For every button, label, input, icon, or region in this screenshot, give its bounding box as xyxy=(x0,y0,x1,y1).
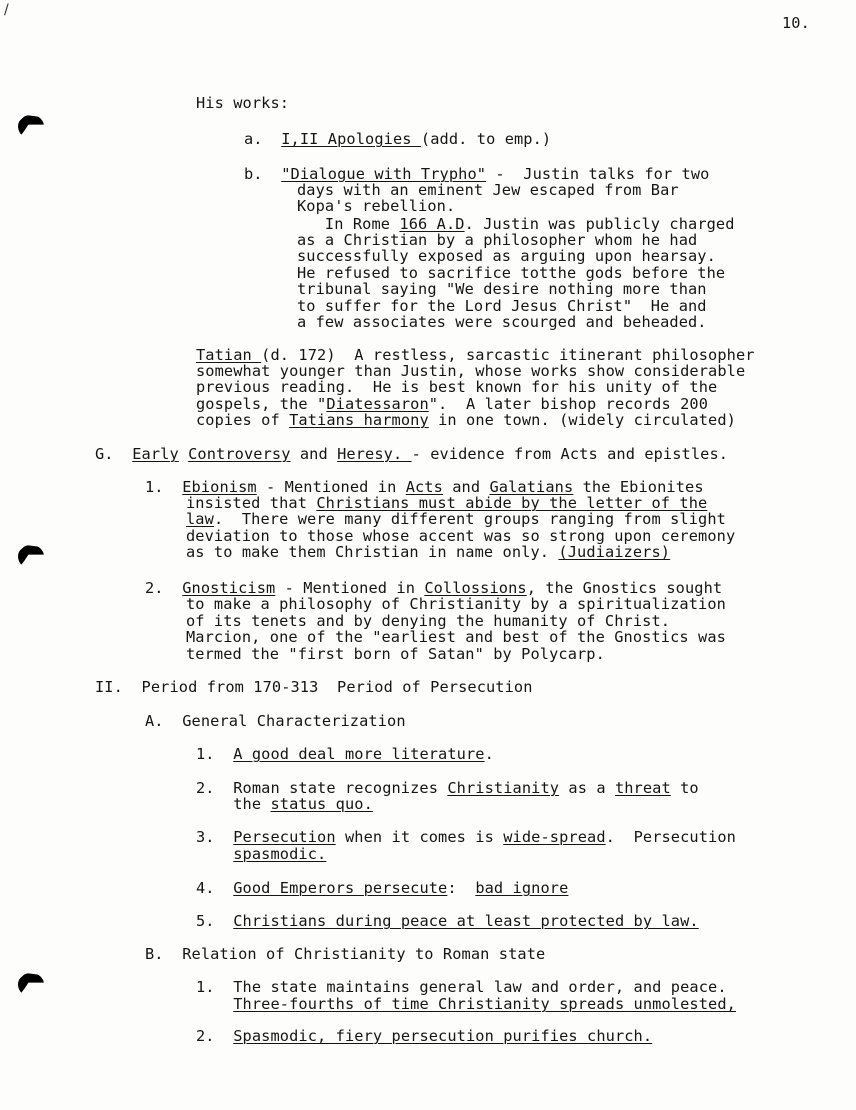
underlined-text: Tatian xyxy=(196,346,262,364)
underlined-text: status quo. xyxy=(270,795,373,813)
corner-mark: / xyxy=(4,2,9,18)
text-line xyxy=(145,946,545,963)
line-text: II. Period from 170-313 Period of Persecution xyxy=(95,678,533,696)
line-text: termed the "first born of Satan" by Polycarp. xyxy=(186,645,605,663)
text-line xyxy=(196,796,373,813)
line-text: Marcion, one of the "earliest and best of the Gnostics was xyxy=(186,628,726,646)
text-line xyxy=(196,913,699,930)
line-text: ". A later bishop records 200 xyxy=(428,395,709,413)
text-line xyxy=(186,511,726,528)
text-line xyxy=(145,713,406,730)
line-text: . There were many different groups ranging from slight xyxy=(213,510,726,528)
line-text: (d. 172) A restless, sarcastic itinerant philosopher xyxy=(261,346,755,364)
text-line xyxy=(196,412,736,429)
line-text: 2. xyxy=(196,1027,234,1045)
underlined-text: threat xyxy=(614,779,671,797)
underlined-text: Christians during peace at least protected by law. xyxy=(233,912,699,930)
line-text: to xyxy=(670,779,699,797)
underlined-text: Persecution xyxy=(233,828,336,846)
line-text: 1. xyxy=(145,478,183,496)
line-text xyxy=(196,995,233,1013)
line-text xyxy=(179,445,188,463)
line-text: : xyxy=(447,879,476,897)
line-text: 2. Roman state recognizes xyxy=(196,779,448,797)
text-line xyxy=(95,679,533,696)
line-text: copies of xyxy=(196,411,290,429)
line-text: and xyxy=(290,445,338,463)
punch-hole-bottom xyxy=(18,973,44,997)
line-text: - Mentioned in xyxy=(256,478,406,496)
line-text: 3. xyxy=(196,828,234,846)
underlined-text: 166 A.D xyxy=(399,215,465,233)
line-text: His works: xyxy=(196,94,290,112)
line-text: 2. xyxy=(145,579,183,597)
line-text: insisted that xyxy=(186,494,317,512)
underlined-text: Ebionism xyxy=(182,478,257,496)
line-text: 1. xyxy=(196,745,234,763)
line-text: In Rome xyxy=(297,215,400,233)
line-text: . Justin was publicly charged xyxy=(464,215,735,233)
underlined-text: spasmodic. xyxy=(233,845,327,863)
text-line xyxy=(196,979,727,996)
underlined-text: Christianity xyxy=(447,779,560,797)
line-text: tribunal saying "We desire nothing more than xyxy=(297,280,707,298)
underlined-text: Good Emperors persecute xyxy=(233,879,448,897)
line-text: previous reading. He is best known for his unity of the xyxy=(196,378,718,396)
text-line xyxy=(297,248,716,265)
line-text: the xyxy=(196,795,271,813)
text-line xyxy=(196,846,326,863)
underlined-text: law xyxy=(186,510,214,528)
line-text: successfully exposed as arguing upon hearsay. xyxy=(297,247,716,265)
text-line xyxy=(196,379,717,396)
underlined-text: Acts xyxy=(405,478,443,496)
text-line xyxy=(297,198,455,215)
line-text: as a xyxy=(559,779,615,797)
line-text: days with an eminent Jew escaped from Bar xyxy=(297,181,679,199)
underlined-text: bad ignore xyxy=(475,879,569,897)
line-text: - Mentioned in xyxy=(275,579,425,597)
line-text: a. xyxy=(244,130,282,148)
underlined-text: Christians must abide by the letter of the xyxy=(316,494,708,512)
text-line xyxy=(196,996,736,1013)
underlined-text: wide-spread xyxy=(503,828,606,846)
line-text: - evidence from Acts and epistles. xyxy=(411,445,729,463)
text-line xyxy=(196,95,289,112)
line-text: when it comes is xyxy=(335,828,504,846)
line-text: 1. The state maintains general law and order, and peace. xyxy=(196,978,727,996)
line-text: . xyxy=(484,745,494,763)
underlined-text: Three-fourths of time Christianity spreads unmolested, xyxy=(233,995,736,1013)
text-line xyxy=(196,746,494,763)
text-line xyxy=(297,314,707,331)
text-line xyxy=(186,629,726,646)
line-text: in one town. (widely circulated) xyxy=(428,411,736,429)
line-text xyxy=(196,845,233,863)
page-number: 10. xyxy=(782,14,810,32)
underlined-text: "Dialogue with Trypho" xyxy=(281,165,487,183)
line-text: and xyxy=(442,478,490,496)
text-line xyxy=(186,544,670,561)
text-line xyxy=(186,596,726,613)
line-text: Kopa's rebellion. xyxy=(297,197,456,215)
underlined-text: Tatians harmony xyxy=(289,411,429,429)
text-line xyxy=(196,829,736,846)
line-text: . Persecution xyxy=(605,828,736,846)
line-text: 4. xyxy=(196,879,234,897)
line-text: somewhat younger than Justin, whose works show considerable xyxy=(196,362,746,380)
line-text: B. Relation of Christianity to Roman state xyxy=(145,945,546,963)
text-line xyxy=(186,646,605,663)
line-text: G. xyxy=(95,445,133,463)
line-text: of its tenets and by denying the humanity of Christ. xyxy=(186,612,671,630)
line-text: gospels, the " xyxy=(196,395,327,413)
underlined-text: Heresy. xyxy=(337,445,412,463)
underlined-text: Controversy xyxy=(188,445,291,463)
punch-hole-top xyxy=(18,115,44,139)
text-line xyxy=(244,131,551,148)
underlined-text: Diatessaron xyxy=(326,395,429,413)
punch-hole-middle xyxy=(18,545,44,569)
line-text: - Justin talks for two xyxy=(486,165,710,183)
line-text: deviation to those whose accent was so strong upon ceremony xyxy=(186,527,736,545)
text-line xyxy=(196,1028,652,1045)
line-text: as to make them Christian in name only. xyxy=(186,543,559,561)
underlined-text: Spasmodic, fiery persecution purifies church. xyxy=(233,1027,653,1045)
line-text: as a Christian by a philosopher whom he had xyxy=(297,231,698,249)
text-line xyxy=(95,446,728,463)
line-text: the Ebionites xyxy=(573,478,704,496)
underlined-text: I,II Apologies xyxy=(281,130,421,148)
line-text: (add. to emp.) xyxy=(420,130,552,148)
line-text: a few associates were scourged and beheaded. xyxy=(297,313,707,331)
underlined-text: Early xyxy=(132,445,179,463)
text-line xyxy=(297,281,707,298)
underlined-text: A good deal more literature xyxy=(233,745,485,763)
underlined-text: Gnosticism xyxy=(182,579,276,597)
line-text: to make a philosophy of Christianity by a spiritualization xyxy=(186,595,726,613)
line-text: , the Gnostics sought xyxy=(526,579,723,597)
line-text: He refused to sacrifice totthe gods before the xyxy=(297,264,726,282)
line-text: b. xyxy=(244,165,282,183)
line-text: to suffer for the Lord Jesus Christ" He and xyxy=(297,297,707,315)
line-text: 5. xyxy=(196,912,234,930)
underlined-text: (Judiaizers) xyxy=(558,543,671,561)
line-text: A. General Characterization xyxy=(145,712,406,730)
text-line xyxy=(196,880,568,897)
underlined-text: Galatians xyxy=(489,478,574,496)
underlined-text: Collossions xyxy=(424,579,527,597)
